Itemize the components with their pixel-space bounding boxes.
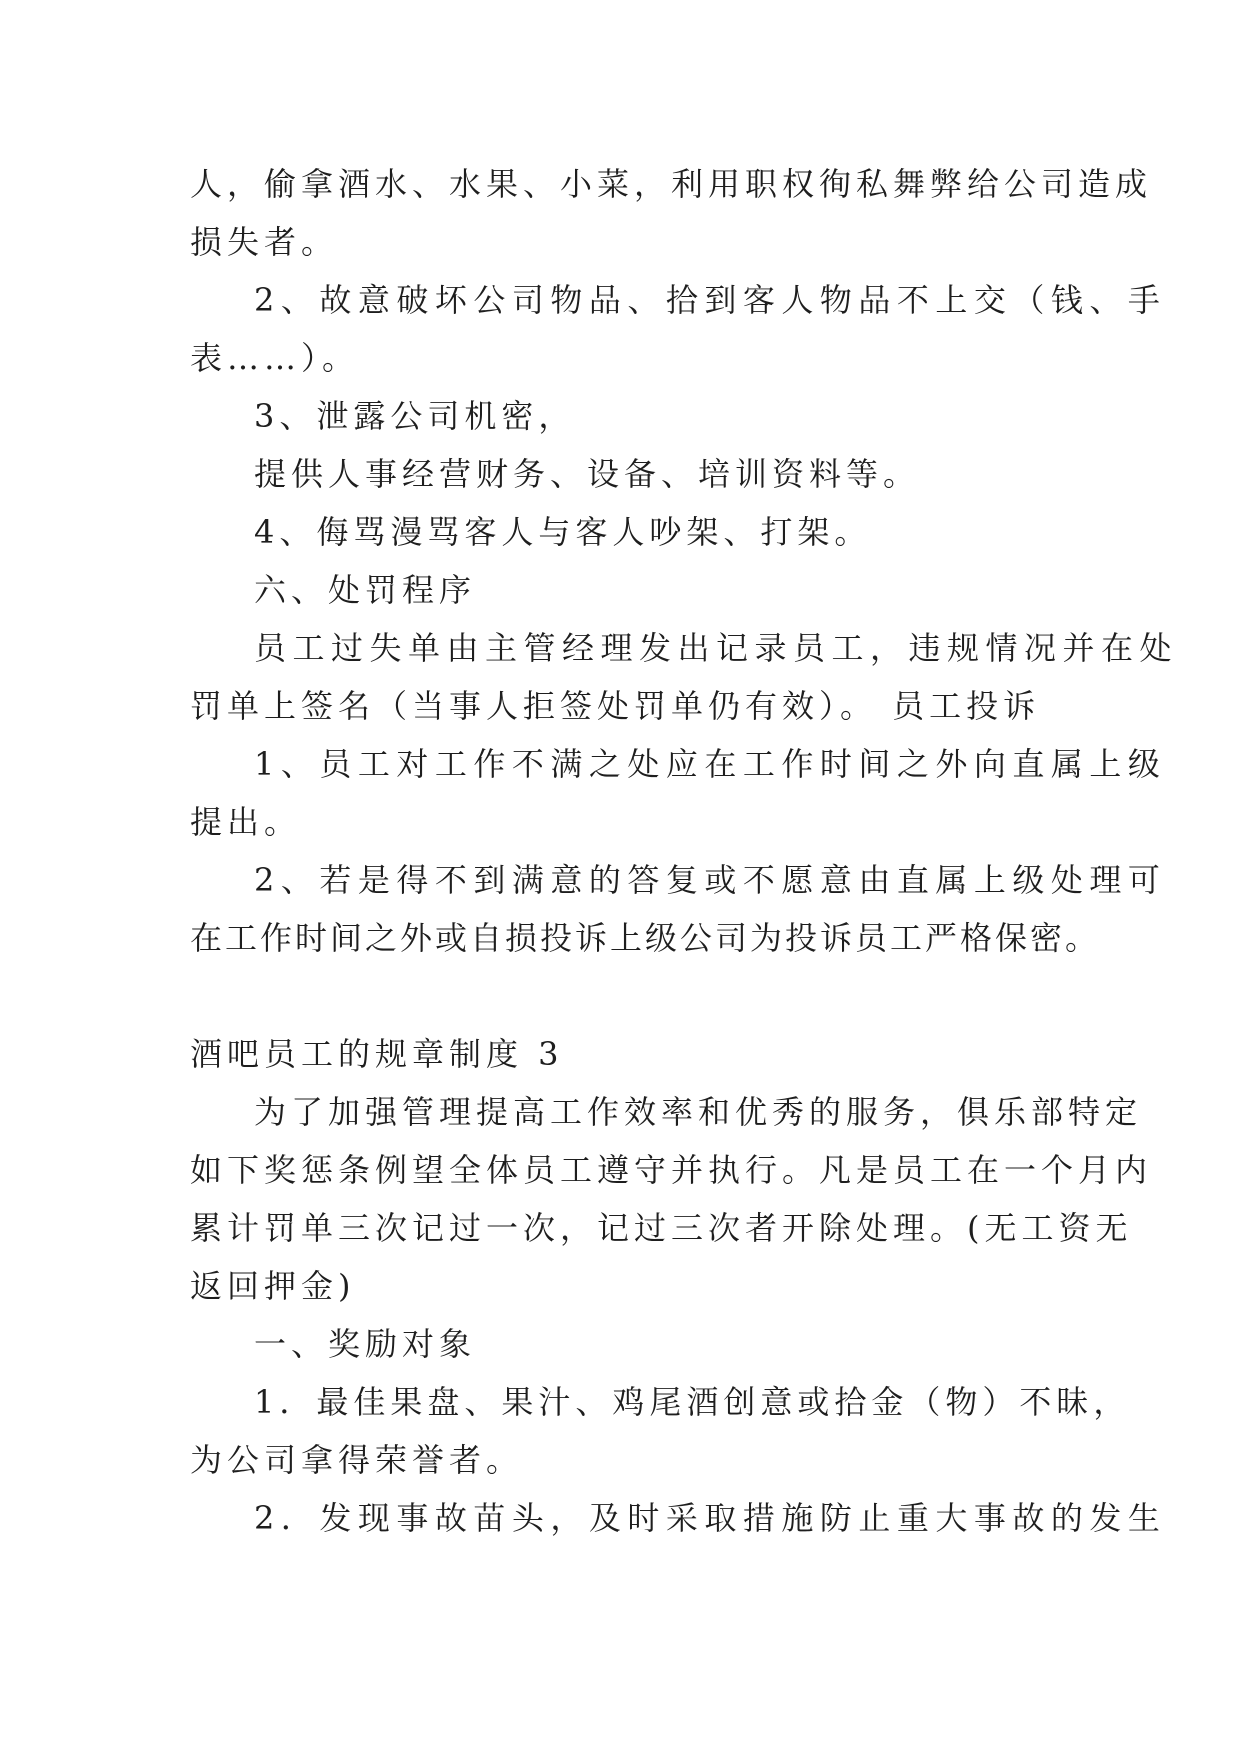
paragraph-line: 为公司拿得荣誉者。	[190, 1441, 524, 1479]
paragraph-line: 罚单上签名（当事人拒签处罚单仍有效）。 员工投诉	[190, 687, 1041, 725]
paragraph-line: 员工过失单由主管经理发出记录员工，违规情况并在处	[254, 629, 1179, 667]
document-title: 酒吧员工的规章制度 3	[190, 1035, 564, 1073]
paragraph-line: 损失者。	[190, 223, 339, 261]
paragraph-line: 2、故意破坏公司物品、拾到客人物品不上交（钱、手	[254, 281, 1167, 319]
section-heading: 六、处罚程序	[254, 571, 477, 609]
paragraph-line: 为了加强管理提高工作效率和优秀的服务，俱乐部特定	[254, 1093, 1143, 1131]
paragraph-line: 人，偷拿酒水、水果、小菜，利用职权徇私舞弊给公司造成	[190, 165, 1153, 203]
section-heading: 一、奖励对象	[254, 1325, 477, 1363]
paragraph-line: 提出。	[190, 803, 302, 841]
paragraph-line: 如下奖惩条例望全体员工遵守并执行。凡是员工在一个月内	[190, 1151, 1153, 1189]
paragraph-line: 1．最佳果盘、果汁、鸡尾酒创意或拾金（物）不昧，	[254, 1383, 1131, 1421]
paragraph-line: 3、泄露公司机密，	[254, 397, 576, 435]
paragraph-line: 返回押金)	[190, 1267, 356, 1305]
paragraph-line: 表……）。	[190, 339, 360, 377]
paragraph-line: 2．发现事故苗头，及时采取措施防止重大事故的发生	[254, 1499, 1167, 1537]
paragraph-line: 累计罚单三次记过一次，记过三次者开除处理。(无工资无	[190, 1209, 1133, 1247]
paragraph-line: 2、若是得不到满意的答复或不愿意由直属上级处理可	[254, 861, 1167, 899]
paragraph-line: 在工作时间之外或自损投诉上级公司为投诉员工严格保密。	[190, 919, 1101, 957]
paragraph-line: 提供人事经营财务、设备、培训资料等。	[254, 455, 921, 493]
paragraph-line: 4、侮骂漫骂客人与客人吵架、打架。	[254, 513, 872, 551]
paragraph-line: 1、员工对工作不满之处应在工作时间之外向直属上级	[254, 745, 1167, 783]
